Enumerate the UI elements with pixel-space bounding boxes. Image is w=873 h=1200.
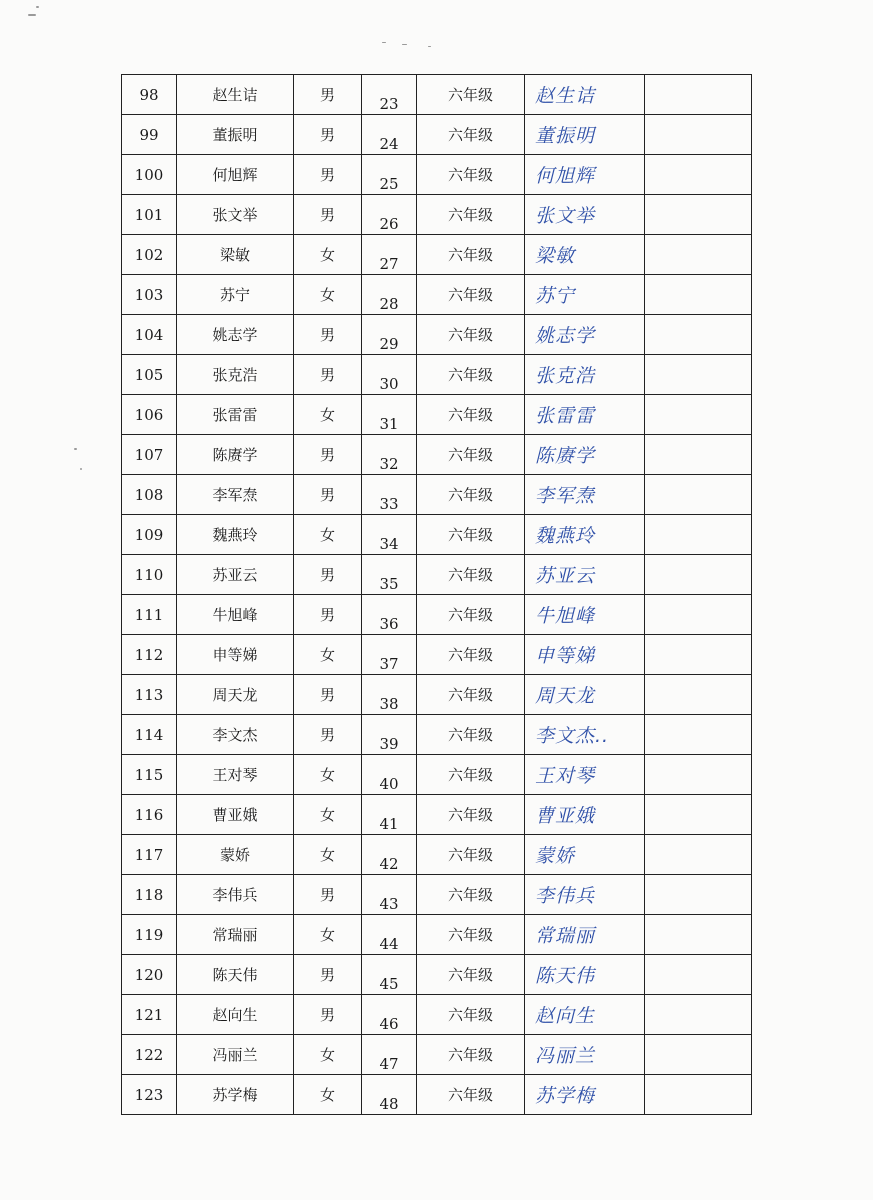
- class-number-cell: 37: [362, 635, 417, 675]
- grade-cell: 六年级: [417, 395, 525, 435]
- handwritten-signature: 何旭辉: [525, 155, 645, 195]
- student-name-cell: 苏宁: [177, 275, 294, 315]
- row-number-cell: 117: [122, 835, 177, 875]
- remarks-cell: [645, 635, 752, 675]
- handwritten-signature: 冯丽兰: [525, 1035, 645, 1075]
- table-row: [122, 755, 752, 795]
- grade-cell: 六年级: [417, 835, 525, 875]
- handwritten-signature: 董振明: [525, 115, 645, 155]
- gender-cell: 女: [294, 515, 362, 555]
- row-number-cell: 107: [122, 435, 177, 475]
- scan-speck: [28, 14, 36, 16]
- handwritten-signature: 牛旭峰: [525, 595, 645, 635]
- handwritten-signature: 梁敏: [525, 235, 645, 275]
- grade-cell: 六年级: [417, 155, 525, 195]
- remarks-cell: [645, 475, 752, 515]
- handwritten-signature: 赵生诘: [525, 75, 645, 115]
- remarks-cell: [645, 1075, 752, 1115]
- table-row: [122, 955, 752, 995]
- class-number-cell: 48: [362, 1075, 417, 1115]
- gender-cell: 女: [294, 635, 362, 675]
- gender-cell: 男: [294, 875, 362, 915]
- table-row: [122, 515, 752, 555]
- gender-cell: 男: [294, 435, 362, 475]
- row-number-cell: 115: [122, 755, 177, 795]
- gender-cell: 男: [294, 355, 362, 395]
- student-name-cell: 赵生诘: [177, 75, 294, 115]
- class-number-cell: 24: [362, 115, 417, 155]
- remarks-cell: [645, 915, 752, 955]
- grade-cell: 六年级: [417, 195, 525, 235]
- grade-cell: 六年级: [417, 635, 525, 675]
- grade-cell: 六年级: [417, 115, 525, 155]
- table-row: [122, 75, 752, 115]
- table-row: [122, 1075, 752, 1115]
- student-name-cell: 周天龙: [177, 675, 294, 715]
- student-name-cell: 张文举: [177, 195, 294, 235]
- student-name-cell: 李伟兵: [177, 875, 294, 915]
- class-number-cell: 36: [362, 595, 417, 635]
- handwritten-signature: 赵向生: [525, 995, 645, 1035]
- row-number-cell: 119: [122, 915, 177, 955]
- remarks-cell: [645, 275, 752, 315]
- handwritten-signature: 苏学梅: [525, 1075, 645, 1115]
- row-number-cell: 123: [122, 1075, 177, 1115]
- grade-cell: 六年级: [417, 955, 525, 995]
- row-number-cell: 113: [122, 675, 177, 715]
- student-name-cell: 冯丽兰: [177, 1035, 294, 1075]
- grade-cell: 六年级: [417, 715, 525, 755]
- gender-cell: 男: [294, 315, 362, 355]
- class-number-cell: 43: [362, 875, 417, 915]
- student-name-cell: 何旭辉: [177, 155, 294, 195]
- remarks-cell: [645, 155, 752, 195]
- table-row: [122, 995, 752, 1035]
- class-number-cell: 42: [362, 835, 417, 875]
- row-number-cell: 98: [122, 75, 177, 115]
- scan-speck: [36, 6, 39, 8]
- student-name-cell: 张克浩: [177, 355, 294, 395]
- remarks-cell: [645, 755, 752, 795]
- class-number-cell: 27: [362, 235, 417, 275]
- table-row: [122, 115, 752, 155]
- row-number-cell: 100: [122, 155, 177, 195]
- table-row: [122, 435, 752, 475]
- grade-cell: 六年级: [417, 355, 525, 395]
- table-row: [122, 635, 752, 675]
- row-number-cell: 104: [122, 315, 177, 355]
- remarks-cell: [645, 235, 752, 275]
- scan-speck: [382, 42, 386, 43]
- grade-cell: 六年级: [417, 1075, 525, 1115]
- table-row: [122, 715, 752, 755]
- class-number-cell: 45: [362, 955, 417, 995]
- student-name-cell: 梁敏: [177, 235, 294, 275]
- remarks-cell: [645, 995, 752, 1035]
- remarks-cell: [645, 795, 752, 835]
- class-number-cell: 28: [362, 275, 417, 315]
- remarks-cell: [645, 315, 752, 355]
- class-number-cell: 39: [362, 715, 417, 755]
- class-number-cell: 38: [362, 675, 417, 715]
- table-row: [122, 315, 752, 355]
- remarks-cell: [645, 75, 752, 115]
- student-name-cell: 姚志学: [177, 315, 294, 355]
- row-number-cell: 122: [122, 1035, 177, 1075]
- gender-cell: 女: [294, 915, 362, 955]
- table-row: [122, 915, 752, 955]
- grade-cell: 六年级: [417, 875, 525, 915]
- row-number-cell: 102: [122, 235, 177, 275]
- row-number-cell: 108: [122, 475, 177, 515]
- grade-cell: 六年级: [417, 475, 525, 515]
- grade-cell: 六年级: [417, 595, 525, 635]
- table-row: [122, 275, 752, 315]
- row-number-cell: 121: [122, 995, 177, 1035]
- handwritten-signature: 陈赓学: [525, 435, 645, 475]
- handwritten-signature: 曹亚娥: [525, 795, 645, 835]
- gender-cell: 女: [294, 795, 362, 835]
- table-row: [122, 875, 752, 915]
- student-name-cell: 魏燕玲: [177, 515, 294, 555]
- gender-cell: 女: [294, 275, 362, 315]
- gender-cell: 男: [294, 715, 362, 755]
- gender-cell: 男: [294, 155, 362, 195]
- class-number-cell: 31: [362, 395, 417, 435]
- gender-cell: 女: [294, 395, 362, 435]
- class-number-cell: 46: [362, 995, 417, 1035]
- class-number-cell: 41: [362, 795, 417, 835]
- handwritten-signature: 李军焘: [525, 475, 645, 515]
- remarks-cell: [645, 835, 752, 875]
- row-number-cell: 105: [122, 355, 177, 395]
- grade-cell: 六年级: [417, 555, 525, 595]
- class-number-cell: 47: [362, 1035, 417, 1075]
- handwritten-signature: 张雷雷: [525, 395, 645, 435]
- remarks-cell: [645, 955, 752, 995]
- gender-cell: 男: [294, 675, 362, 715]
- student-name-cell: 牛旭峰: [177, 595, 294, 635]
- student-name-cell: 王对琴: [177, 755, 294, 795]
- scan-speck: [402, 44, 407, 45]
- gender-cell: 女: [294, 235, 362, 275]
- grade-cell: 六年级: [417, 675, 525, 715]
- remarks-cell: [645, 875, 752, 915]
- table-row: [122, 795, 752, 835]
- grade-cell: 六年级: [417, 235, 525, 275]
- class-number-cell: 40: [362, 755, 417, 795]
- class-number-cell: 35: [362, 555, 417, 595]
- gender-cell: 男: [294, 595, 362, 635]
- student-name-cell: 苏亚云: [177, 555, 294, 595]
- row-number-cell: 106: [122, 395, 177, 435]
- scan-speck: [80, 468, 82, 470]
- remarks-cell: [645, 355, 752, 395]
- handwritten-signature: 苏宁: [525, 275, 645, 315]
- gender-cell: 男: [294, 955, 362, 995]
- grade-cell: 六年级: [417, 1035, 525, 1075]
- gender-cell: 男: [294, 555, 362, 595]
- handwritten-signature: 李文杰..: [525, 715, 645, 755]
- row-number-cell: 114: [122, 715, 177, 755]
- grade-cell: 六年级: [417, 755, 525, 795]
- handwritten-signature: 申等娣: [525, 635, 645, 675]
- class-number-cell: 29: [362, 315, 417, 355]
- student-name-cell: 申等娣: [177, 635, 294, 675]
- table-row: [122, 1035, 752, 1075]
- grade-cell: 六年级: [417, 75, 525, 115]
- table-row: [122, 235, 752, 275]
- remarks-cell: [645, 435, 752, 475]
- grade-cell: 六年级: [417, 515, 525, 555]
- gender-cell: 男: [294, 115, 362, 155]
- remarks-cell: [645, 595, 752, 635]
- gender-cell: 男: [294, 995, 362, 1035]
- row-number-cell: 111: [122, 595, 177, 635]
- remarks-cell: [645, 515, 752, 555]
- row-number-cell: 101: [122, 195, 177, 235]
- student-name-cell: 董振明: [177, 115, 294, 155]
- student-name-cell: 常瑞丽: [177, 915, 294, 955]
- row-number-cell: 120: [122, 955, 177, 995]
- class-number-cell: 25: [362, 155, 417, 195]
- student-name-cell: 张雷雷: [177, 395, 294, 435]
- table-row: [122, 355, 752, 395]
- remarks-cell: [645, 195, 752, 235]
- handwritten-signature: 张克浩: [525, 355, 645, 395]
- remarks-cell: [645, 675, 752, 715]
- row-number-cell: 118: [122, 875, 177, 915]
- class-number-cell: 33: [362, 475, 417, 515]
- grade-cell: 六年级: [417, 995, 525, 1035]
- handwritten-signature: 陈天伟: [525, 955, 645, 995]
- table-row: [122, 595, 752, 635]
- class-number-cell: 32: [362, 435, 417, 475]
- student-name-cell: 赵向生: [177, 995, 294, 1035]
- remarks-cell: [645, 715, 752, 755]
- student-name-cell: 陈天伟: [177, 955, 294, 995]
- class-number-cell: 23: [362, 75, 417, 115]
- grade-cell: 六年级: [417, 315, 525, 355]
- student-name-cell: 蒙娇: [177, 835, 294, 875]
- gender-cell: 女: [294, 835, 362, 875]
- handwritten-signature: 张文举: [525, 195, 645, 235]
- gender-cell: 女: [294, 1075, 362, 1115]
- handwritten-signature: 魏燕玲: [525, 515, 645, 555]
- handwritten-signature: 姚志学: [525, 315, 645, 355]
- remarks-cell: [645, 555, 752, 595]
- gender-cell: 男: [294, 475, 362, 515]
- class-number-cell: 30: [362, 355, 417, 395]
- row-number-cell: 116: [122, 795, 177, 835]
- row-number-cell: 112: [122, 635, 177, 675]
- remarks-cell: [645, 395, 752, 435]
- gender-cell: 男: [294, 75, 362, 115]
- class-number-cell: 26: [362, 195, 417, 235]
- table-row: [122, 395, 752, 435]
- handwritten-signature: 周天龙: [525, 675, 645, 715]
- student-name-cell: 陈赓学: [177, 435, 294, 475]
- gender-cell: 女: [294, 1035, 362, 1075]
- grade-cell: 六年级: [417, 795, 525, 835]
- remarks-cell: [645, 1035, 752, 1075]
- student-name-cell: 苏学梅: [177, 1075, 294, 1115]
- table-row: [122, 675, 752, 715]
- table-row: [122, 475, 752, 515]
- roster-body: [122, 75, 752, 1115]
- gender-cell: 女: [294, 755, 362, 795]
- table-row: [122, 195, 752, 235]
- gender-cell: 男: [294, 195, 362, 235]
- grade-cell: 六年级: [417, 275, 525, 315]
- student-name-cell: 曹亚娥: [177, 795, 294, 835]
- student-name-cell: 李文杰: [177, 715, 294, 755]
- handwritten-signature: 苏亚云: [525, 555, 645, 595]
- row-number-cell: 99: [122, 115, 177, 155]
- handwritten-signature: 蒙娇: [525, 835, 645, 875]
- row-number-cell: 103: [122, 275, 177, 315]
- student-name-cell: 李军焘: [177, 475, 294, 515]
- grade-cell: 六年级: [417, 915, 525, 955]
- table-row: [122, 155, 752, 195]
- student-roster-table: [121, 74, 752, 1115]
- scan-speck: [74, 448, 77, 450]
- class-number-cell: 34: [362, 515, 417, 555]
- handwritten-signature: 常瑞丽: [525, 915, 645, 955]
- table-row: [122, 555, 752, 595]
- row-number-cell: 110: [122, 555, 177, 595]
- handwritten-signature: 王对琴: [525, 755, 645, 795]
- class-number-cell: 44: [362, 915, 417, 955]
- table-row: [122, 835, 752, 875]
- row-number-cell: 109: [122, 515, 177, 555]
- remarks-cell: [645, 115, 752, 155]
- grade-cell: 六年级: [417, 435, 525, 475]
- handwritten-signature: 李伟兵: [525, 875, 645, 915]
- scan-speck: [428, 46, 431, 47]
